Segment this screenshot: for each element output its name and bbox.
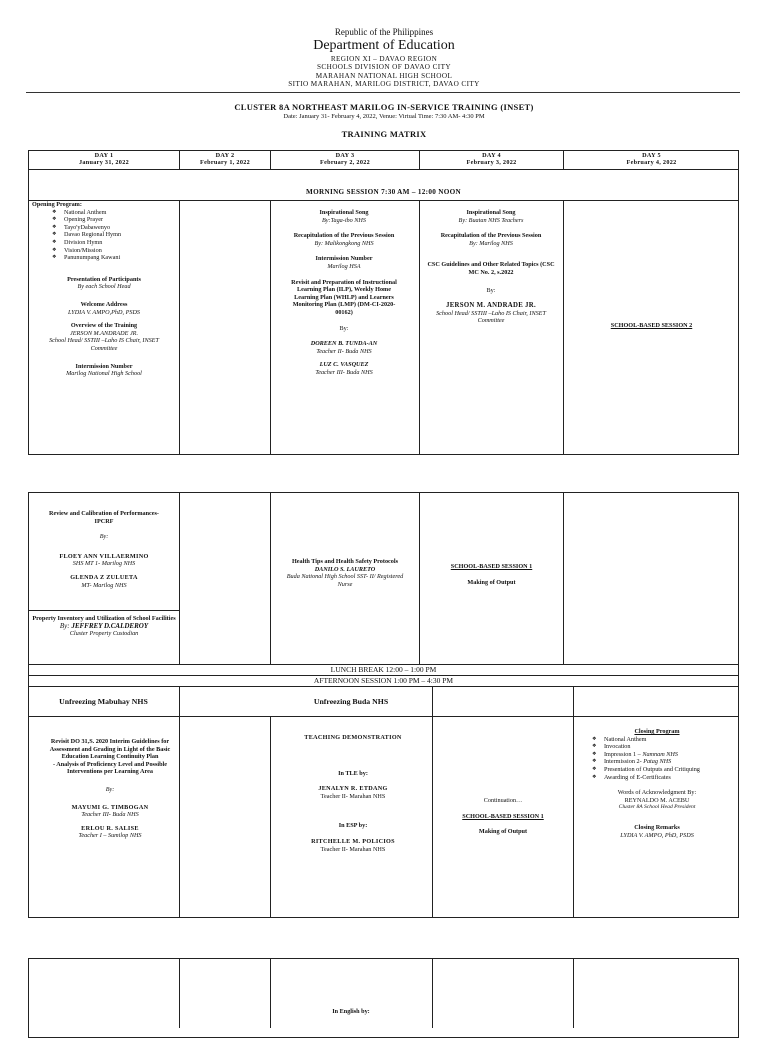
col-divider [270, 958, 271, 1028]
speaker-name: DOREEN B. TUNDA-AN [310, 340, 378, 348]
property-title: Property Inventory and Utilization of School Facilities [32, 615, 176, 622]
speaker-name: JERSON M. ANDRADE JR. [446, 302, 536, 310]
speaker-role: Teacher I – Sumilop NHS [78, 832, 142, 840]
col-divider [270, 492, 271, 664]
intermission-title: Intermission Number [315, 255, 373, 263]
sbs-label: SCHOOL-BASED SESSION 1 [462, 812, 544, 820]
welcome-by: LYDIA V. AMPO,PhD, PSDS [67, 308, 141, 316]
overview-title: Overview of the Training [70, 322, 138, 330]
col-divider [432, 958, 433, 1028]
list-item: ❖ Opening Prayer [52, 216, 176, 224]
recap-title: Recapitulation of the Previous Session [293, 232, 395, 240]
school-based-session-1-cell [420, 563, 563, 586]
revisit-title: Revisit DO 31,S. 2020 Interim Guidelines for Assessment and Grading in Light of the Basic Education Learning Continuity Plan [49, 738, 171, 761]
header-line: REGION XI – DAVAO REGION [330, 55, 438, 63]
list-item: ❖ Impression 1 – Namnam NHS [592, 751, 736, 759]
presentation-by: By each School Head [77, 283, 131, 291]
sbs-sub: Making of Output [467, 578, 516, 586]
col-divider [573, 686, 574, 918]
closing-program-list [592, 736, 736, 782]
overview-by: JERSON M.ANDRADE JR. [69, 329, 139, 337]
day-header-5: DAY 5 February 4, 2022 [626, 152, 677, 167]
morning-session-label: MORNING SESSION 7:30 AM – 12:00 NOON [306, 188, 461, 196]
esp-label: In ESP by: [338, 822, 368, 830]
republic-line: Republic of the Philippines [334, 27, 434, 37]
table-block-4 [28, 958, 739, 1038]
health-title: Health Tips and Health Safety Protocols [291, 558, 399, 565]
speaker-role: Teacher II- Buda NHS [316, 347, 372, 355]
header-address [0, 55, 768, 88]
intermission-title: Intermission Number [75, 362, 133, 370]
song-title: Inspirational Song [319, 209, 369, 216]
unfreezing-mabuhay: Unfreezing Mabuhay NHS [59, 697, 148, 706]
by-label: By: [99, 533, 109, 541]
col-divider [179, 492, 180, 664]
speaker-name: MAYUMI G. TIMBOGAN [71, 803, 149, 811]
header-line: SCHOOLS DIVISION OF DAVAO CITY [317, 63, 451, 72]
row-divider [28, 169, 739, 170]
speaker-name: FLOEY ANN VILLAERMINO [59, 552, 149, 560]
property-role: Cluster Property Custodian [69, 630, 139, 638]
intermission-by: Marilog National High School [66, 370, 142, 378]
revisit-ilp-title: Revisit and Preparation of Instructional Learning Plan (ILP), Weekly Home Learning Plan (WHLP) and Learners Monitoring Plan (LMP) (DM-CI-2020-00162) [291, 278, 397, 316]
afternoon-session: AFTERNOON SESSION 1:00 PM – 4:30 PM [313, 676, 454, 685]
speaker-name: DANILO S. LAURETO [314, 565, 376, 573]
song-by: By:Taga-ibo NHS [322, 216, 366, 224]
day3-morning-cell [288, 209, 400, 377]
speaker-role: MT- Marilog NHS [81, 581, 127, 589]
list-item: ❖ Tayo'yDabawenyo [52, 224, 176, 232]
list-item: ❖ Panunumpang Kawani [52, 254, 176, 262]
list-item: ❖ Vision/Mission [52, 247, 176, 255]
row-divider [28, 610, 179, 611]
song-by: By: Buatan NHS Teachers [458, 216, 524, 224]
health-tips-cell [283, 558, 407, 588]
revisit-do31-cell [48, 738, 172, 840]
list-item: ❖ Invocation [592, 743, 736, 751]
intermission-by: Marilog HSA [327, 262, 361, 270]
col-divider [419, 200, 420, 455]
by-label: By: [486, 286, 496, 294]
recap-by: By: Malikongkong NHS [314, 239, 374, 247]
header-line: MARAHAN NATIONAL HIGH SCHOOL [315, 71, 453, 80]
continuation-cell [433, 797, 573, 836]
col-divider [179, 200, 180, 455]
day1-morning-cell [32, 201, 176, 378]
col-divider [179, 958, 180, 1028]
teaching-demo-cell [280, 734, 426, 853]
speaker-name: REYNALDO M. ACEBU [624, 796, 690, 804]
list-item: ❖ Presentation of Outputs and Critiquing [592, 766, 736, 774]
list-item: ❖ Division Hymn [52, 239, 176, 247]
speaker-name: ERLOU R. SALISE [81, 824, 139, 832]
speaker-role: Cluster 8A School Head President [618, 804, 696, 811]
overview-role: School Head/ SSTIII –Laho IS Chair, INSET Committee [49, 337, 159, 352]
teaching-demo-title: TEACHING DEMONSTRATION [304, 734, 402, 741]
sbs-label: SCHOOL-BASED SESSION 1 [450, 563, 533, 570]
list-item: ❖ National Anthem [52, 209, 176, 217]
day4-morning-cell [426, 209, 556, 325]
sbs-sub: Making of Output [478, 828, 528, 836]
document-subtitle: Date: January 31- February 4, 2022, Venue: Virtual Time: 7:30 AM- 4:30 PM [283, 113, 485, 120]
matrix-title: TRAINING MATRIX [341, 129, 427, 139]
school-based-session-2: SCHOOL-BASED SESSION 2 [610, 322, 693, 329]
recap-by: By: Marilog NHS [469, 239, 513, 247]
speaker-name: GLENDA Z ZULUETA [70, 573, 138, 581]
speaker-name: RITCHELLE M. POLICIOS [311, 837, 395, 845]
continuation-text: Continuation… [483, 797, 523, 804]
day-header-4: DAY 4 February 3, 2022 [466, 152, 517, 167]
col-divider [563, 492, 564, 664]
review-calibration-cell [40, 510, 168, 589]
property-inventory-cell [32, 615, 176, 638]
presentation-title: Presentation of Participants [67, 275, 141, 283]
song-title: Inspirational Song [466, 209, 516, 216]
day-header-3: DAY 3 February 2, 2022 [320, 152, 370, 167]
recap-title: Recapitulation of the Previous Session [440, 232, 542, 240]
col-divider [573, 958, 574, 1028]
list-item: ❖ National Anthem [592, 736, 736, 744]
speaker-role: SHS MT 1- Marilog NHS [72, 560, 136, 568]
list-item: ❖ Awarding of E-Certificates [592, 774, 736, 782]
day-header-2: DAY 2 February 1, 2022 [200, 152, 250, 167]
department-name: Department of Education [313, 38, 455, 53]
row-divider [28, 716, 739, 717]
remarks-title: Closing Remarks [634, 823, 680, 831]
speaker-role: Teacher II- Marahan NHS [320, 845, 386, 853]
col-divider [179, 686, 180, 918]
by-label: By: [105, 785, 115, 793]
col-divider [270, 200, 271, 455]
header-line: SITIO MARAHAN, MARILOG DISTRICT, DAVAO CITY [288, 79, 480, 88]
speaker-role: Teacher II- Marahan NHS [320, 792, 386, 800]
analysis-text: - Analysis of Proficiency Level and Possible Interventions per Learning Area [52, 760, 167, 776]
closing-program-cell [578, 728, 736, 839]
welcome-title: Welcome Address [80, 300, 128, 308]
closing-title: Closing Program [634, 728, 680, 735]
csc-title: CSC Guidelines and Other Related Topics (CSC MC No. 2, s.2022 [427, 261, 555, 276]
speaker-role: Teacher III- Buda NHS [81, 811, 139, 819]
opening-program-label: Opening Program: [32, 201, 82, 208]
col-divider [270, 716, 271, 918]
words-title: Words of Acknowledgment By: [617, 789, 697, 797]
speaker-name: LYDIA V. AMPO, PhD, PSDS [620, 831, 694, 839]
speaker-role: Buda National High School SST- II/ Registered Nurse [286, 573, 404, 588]
property-by: By: JEFFREY D.CALDEROY [59, 621, 149, 630]
speaker-name: JENALYN R. ETDANG [318, 785, 388, 793]
header-divider [26, 92, 740, 93]
row-divider [28, 686, 739, 687]
review-title: Review and Calibration of Performances- IPCRF [49, 510, 159, 525]
document-title: CLUSTER 8A NORTHEAST MARILOG IN-SERVICE TRAINING (INSET) [234, 102, 534, 112]
unfreezing-buda: Unfreezing Buda NHS [313, 697, 389, 706]
day-header-1: DAY 1 January 31, 2022 [78, 152, 129, 167]
speaker-name: LUZ C. VASQUEZ [319, 361, 369, 369]
list-item: ❖ Intermission 2- Patag NHS [592, 758, 736, 766]
english-label: In English by: [332, 1008, 370, 1015]
speaker-role: School Head/ SSTIII –Laho IS Chair, INSET Committee [436, 309, 546, 325]
by-label: By: [339, 324, 349, 332]
opening-program-list [52, 209, 176, 262]
speaker-role: Teacher III- Buda NHS [315, 368, 373, 376]
tle-label: In TLE by: [338, 769, 368, 777]
lunch-break: LUNCH BREAK 12:00 – 1:00 PM [330, 665, 437, 674]
list-item: ❖ Davao Regional Hymn [52, 231, 176, 239]
